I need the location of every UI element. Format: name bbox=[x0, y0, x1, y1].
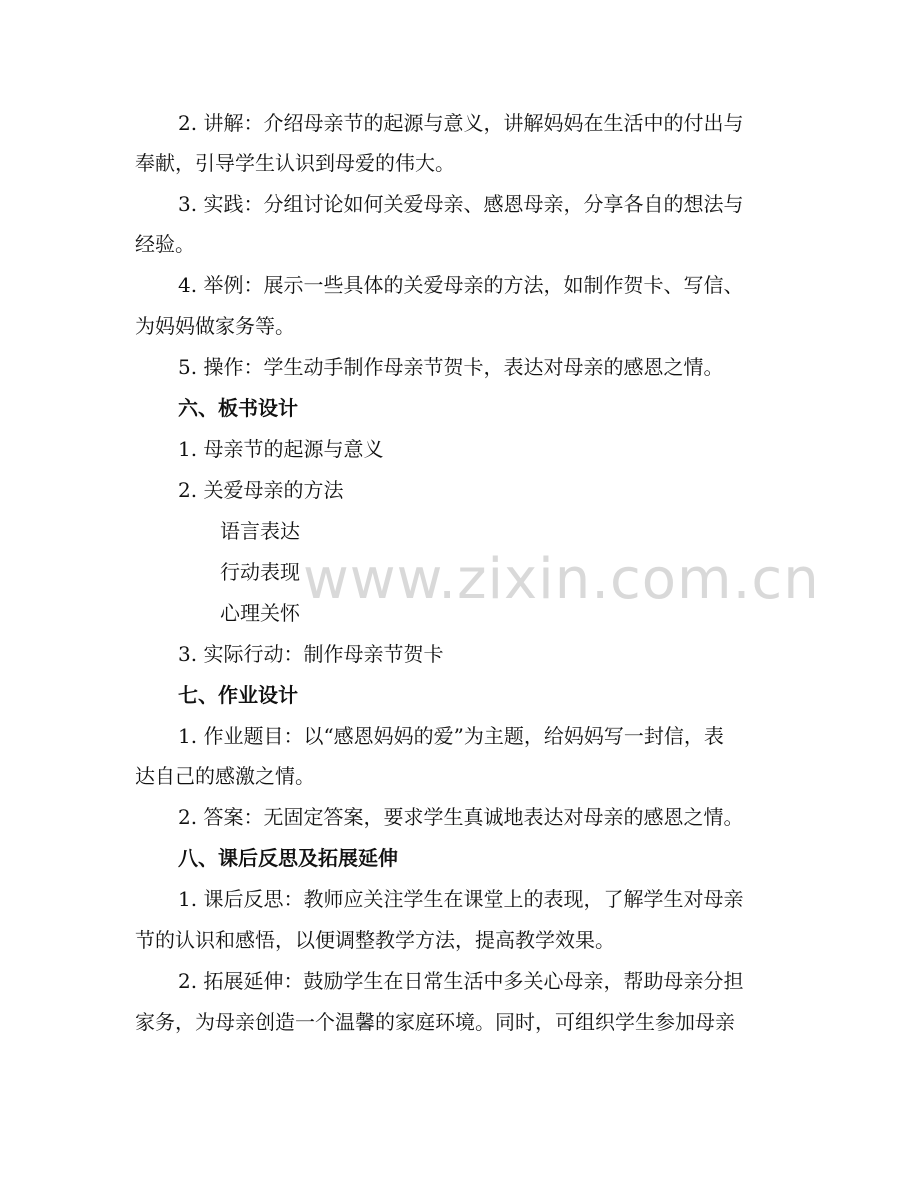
paragraph-line: 2. 拓展延伸：鼓励学生在日常生活中多关心母亲，帮助母亲分担 bbox=[178, 969, 744, 993]
paragraph-line: 5. 操作：学生动手制作母亲节贺卡，表达对母亲的感恩之情。 bbox=[178, 355, 724, 379]
paragraph-line: 1. 作业题目：以“感恩妈妈的爱”为主题，给妈妈写一封信，表 bbox=[178, 724, 724, 748]
paragraph-line: 为妈妈做家务等。 bbox=[135, 314, 295, 338]
paragraph-line: 经验。 bbox=[135, 232, 195, 256]
paragraph-line: 1. 课后反思：教师应关注学生在课堂上的表现，了解学生对母亲 bbox=[178, 887, 744, 911]
sub-list-item: 行动表现 bbox=[220, 560, 300, 584]
list-item: 1. 母亲节的起源与意义 bbox=[178, 437, 384, 461]
section-heading: 六、板书设计 bbox=[178, 396, 298, 420]
paragraph-line: 2. 答案：无固定答案，要求学生真诚地表达对母亲的感恩之情。 bbox=[178, 805, 744, 829]
paragraph-line: 3. 实践：分组讨论如何关爱母亲、感恩母亲，分享各自的想法与 bbox=[178, 192, 744, 216]
sub-list-item: 语言表达 bbox=[220, 519, 300, 543]
paragraph-line: 节的认识和感悟，以便调整教学方法，提高教学效果。 bbox=[135, 928, 615, 952]
section-heading: 七、作业设计 bbox=[178, 683, 298, 707]
sub-list-item: 心理关怀 bbox=[220, 601, 300, 625]
paragraph-line: 奉献，引导学生认识到母爱的伟大。 bbox=[135, 151, 455, 175]
paragraph-line: 4. 举例：展示一些具体的关爱母亲的方法，如制作贺卡、写信、 bbox=[178, 273, 744, 297]
paragraph-line: 家务，为母亲创造一个温馨的家庭环境。同时，可组织学生参加母亲 bbox=[135, 1010, 735, 1034]
watermark: www.zixin.com.cn bbox=[303, 547, 820, 612]
list-item: 3. 实际行动：制作母亲节贺卡 bbox=[178, 642, 444, 666]
paragraph-line: 达自己的感激之情。 bbox=[135, 764, 315, 788]
section-heading: 八、课后反思及拓展延伸 bbox=[178, 846, 398, 870]
list-item: 2. 关爱母亲的方法 bbox=[178, 478, 344, 502]
paragraph-line: 2. 讲解：介绍母亲节的起源与意义，讲解妈妈在生活中的付出与 bbox=[178, 111, 744, 135]
